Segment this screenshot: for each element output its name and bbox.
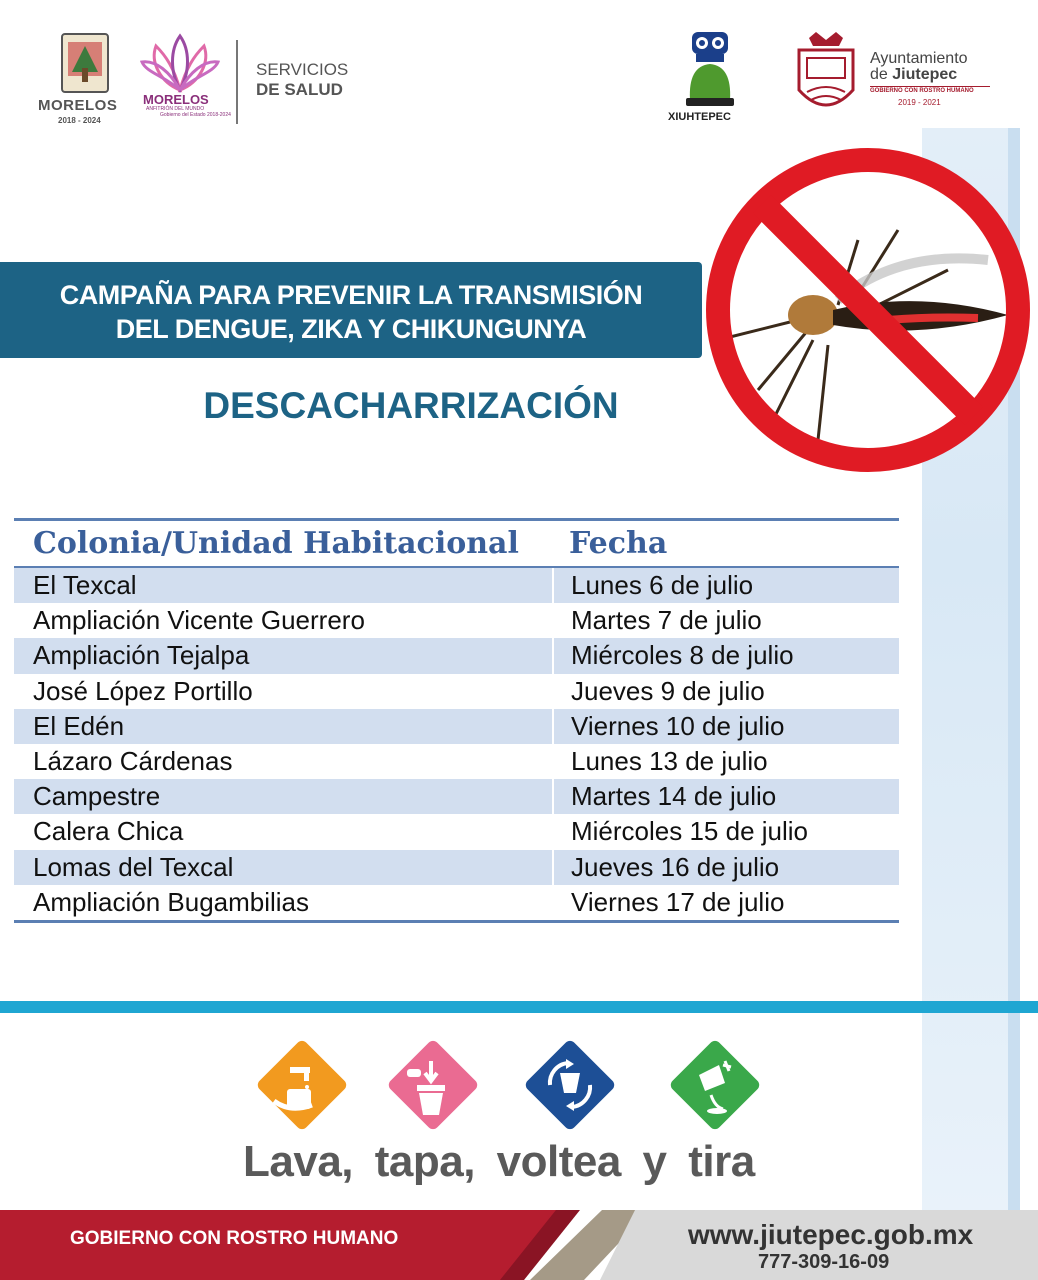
voltea-icon bbox=[520, 1035, 620, 1135]
morelos-flower-logo bbox=[140, 32, 220, 94]
colonia-cell: Lázaro Cárdenas bbox=[33, 746, 233, 777]
flower-sub-gob: Gobierno del Estado bbox=[160, 112, 206, 118]
schedule-table bbox=[14, 518, 899, 923]
de-prefix: de bbox=[870, 66, 893, 83]
table-row bbox=[14, 568, 899, 603]
header-divider bbox=[236, 40, 238, 124]
colonia-cell: Calera Chica bbox=[33, 816, 184, 847]
colonia-cell: Campestre bbox=[33, 781, 161, 812]
fecha-cell: Lunes 6 de julio bbox=[552, 568, 899, 603]
morelos-flower-sub bbox=[160, 112, 231, 118]
morelos-flower-tagline: ANFITRIÓN DEL MUNDO bbox=[146, 106, 205, 112]
table-row bbox=[14, 814, 899, 849]
colonia-cell: Ampliación Tejalpa bbox=[33, 640, 250, 671]
gobierno-rostro-humano-small: GOBIERNO CON ROSTRO HUMANO bbox=[870, 88, 974, 94]
fecha-cell: Lunes 13 de julio bbox=[552, 744, 899, 779]
tira-icon bbox=[665, 1035, 765, 1135]
header-colonia: Colonia/Unidad Habitacional bbox=[33, 526, 519, 561]
ayuntamiento-text: Ayuntamiento bbox=[870, 50, 968, 67]
campaign-title-line1: CAMPAÑA PARA PREVENIR LA TRANSMISIÓN bbox=[59, 280, 643, 310]
tapa-icon bbox=[383, 1035, 483, 1135]
flower-sub-years: 2018-2024 bbox=[206, 112, 231, 118]
section-separator bbox=[0, 1001, 1038, 1013]
colonia-cell: José López Portillo bbox=[33, 675, 253, 706]
footer-website-link[interactable]: www.jiutepec.gob.mx bbox=[688, 1219, 974, 1250]
fecha-cell: Viernes 10 de julio bbox=[552, 709, 899, 744]
table-row bbox=[14, 603, 899, 638]
header-fecha: Fecha bbox=[569, 526, 668, 561]
lava-icon bbox=[252, 1035, 352, 1135]
table-header-row bbox=[14, 521, 899, 568]
servicios-line2: DE SALUD bbox=[256, 80, 343, 99]
fecha-cell: Martes 14 de julio bbox=[552, 779, 899, 814]
fecha-cell: Miércoles 8 de julio bbox=[552, 638, 899, 673]
table-body bbox=[14, 568, 899, 920]
jiutepec-emblem-logo bbox=[789, 30, 863, 120]
table-row bbox=[14, 674, 899, 709]
table-row bbox=[14, 779, 899, 814]
fecha-cell: Miércoles 15 de julio bbox=[552, 814, 899, 849]
jiutepec-bold: Jiutepec bbox=[892, 66, 958, 83]
table-row bbox=[14, 885, 899, 920]
morelos-shield-logo bbox=[60, 32, 110, 94]
descacharrizacion-heading: DESCACHARRIZACIÓN bbox=[203, 385, 619, 426]
no-mosquito-sign-icon bbox=[698, 140, 1038, 480]
xiuhtepec-figure-logo bbox=[684, 30, 736, 110]
morelos-logo-text: MORELOS bbox=[38, 97, 118, 114]
colonia-cell: Ampliación Bugambilias bbox=[33, 886, 310, 917]
colonia-cell: El Texcal bbox=[33, 570, 137, 601]
colonia-cell: Lomas del Texcal bbox=[33, 851, 234, 882]
xiuhtepec-text: XIUHTEPEC bbox=[668, 111, 731, 123]
fecha-cell: Viernes 17 de julio bbox=[552, 885, 899, 920]
colonia-cell: Ampliación Vicente Guerrero bbox=[33, 605, 365, 636]
morelos-flower-text: MORELOS bbox=[143, 92, 209, 107]
ayuntamiento-years: 2019 - 2021 bbox=[898, 98, 941, 107]
ayuntamiento-rule bbox=[870, 86, 990, 87]
fecha-cell: Jueves 16 de julio bbox=[552, 850, 899, 885]
table-bottom-rule bbox=[14, 920, 899, 923]
slogan-text: Lava, tapa, voltea y tira bbox=[243, 1137, 755, 1186]
campaign-title bbox=[0, 278, 702, 346]
table-row bbox=[14, 638, 899, 673]
table-row bbox=[14, 850, 899, 885]
morelos-logo-years: 2018 - 2024 bbox=[58, 116, 101, 125]
campaign-title-line2: DEL DENGUE, ZIKA Y CHIKUNGUNYA bbox=[115, 314, 587, 344]
table-row bbox=[14, 744, 899, 779]
servicios-de-salud-logo bbox=[256, 60, 348, 100]
servicios-line1: SERVICIOS bbox=[256, 60, 349, 79]
footer-gobierno-text: GOBIERNO CON ROSTRO HUMANO bbox=[70, 1228, 399, 1249]
fecha-cell: Martes 7 de julio bbox=[552, 603, 899, 638]
footer-phone: 777-309-16-09 bbox=[758, 1251, 890, 1273]
table-row bbox=[14, 709, 899, 744]
fecha-cell: Jueves 9 de julio bbox=[552, 674, 899, 709]
colonia-cell: El Edén bbox=[33, 710, 125, 741]
de-jiutepec-text bbox=[870, 66, 957, 84]
